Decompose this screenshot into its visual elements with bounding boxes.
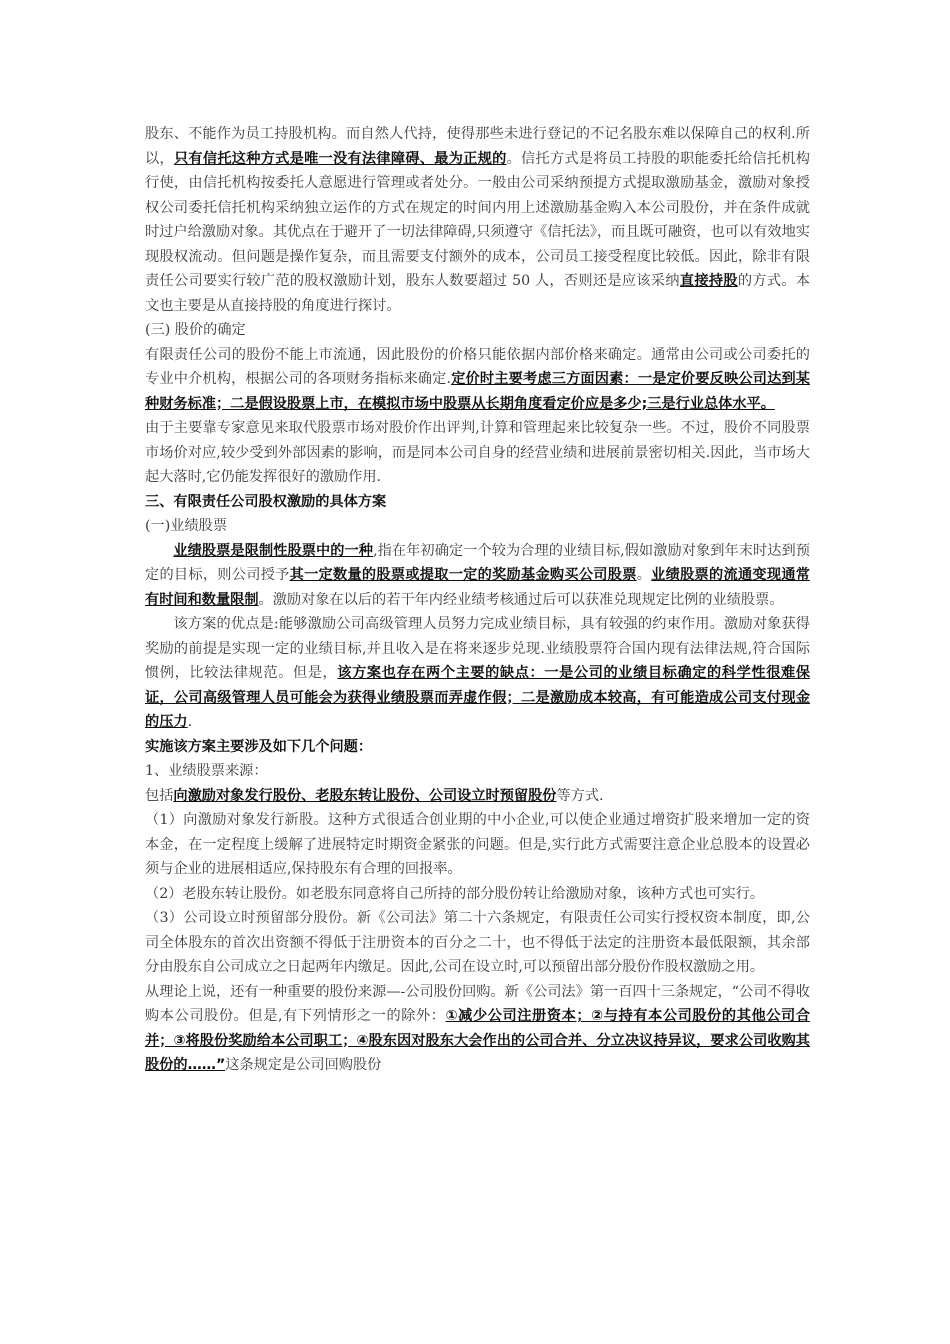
text: 这条规定是公司回购股份	[225, 1057, 382, 1073]
highlight-text: ①减少公司注册资本；②与持有本公司股份的其他公司合并；③将股份奖励给本公司职工；④股东因对股东大会作出的公司合并、分立决议持异议，要求公司收购其股份的……”	[145, 1008, 810, 1073]
text: 从理论上说，还有一种重要的股份来源—-公司股份回购。新《公司法》第一百四十三条规定，“公司不得收购本公司股份。但是,有下列情形之一的除外：	[145, 983, 810, 1024]
highlight-text: 业绩股票是限制性股票中的一种	[173, 542, 374, 559]
list-heading-source: 1、业绩股票来源：	[145, 763, 268, 779]
text: 包括	[145, 787, 174, 804]
list-item-2: （2）老股东转让股份。如老股东同意将自己所持的部分股份转让给激励对象，该种方式也可实行。	[145, 885, 765, 902]
text: 。信托方式是将员工持股的职能委托给信托机构行使，由信托机构按委托人意愿进行管理或者处分。一般由公司采纳预提方式提取激励基金，激励对象授权公司委托信托机构采纳独立运作的方式在规定的时间内用上述激励基金购入本公司股份，并在条件成就时过户给激励对象。其优点在于避开了一切法律障碍,只须遵守《信托法》，而且既可融资，也可以有效地实现股权流动。但问题是操作复杂，而且需要支付额外的成本，公司员工接受程度比较低。因此，除非有限责任公司要实行较广范的股权激励计划，股东人数要超过 50 人，否则还是应该采纳	[145, 150, 810, 289]
paragraph-performance-stock	[145, 539, 810, 613]
text: ,指在年初确定一个较为合理的业绩目标,假如激励对象到年末时达到预定的目标，则公司授予	[145, 542, 810, 583]
text: 。	[636, 567, 652, 583]
text: 等方式.	[556, 787, 604, 804]
paragraph-price-2: 由于主要靠专家意见来取代股票市场对股价作出评判,计算和管理起来比较复杂一些。不过，股价不同股票市场价对应,较少受到外部因素的影响，而是同本公司自身的经营业绩和进展前景密切相关.因此，当市场大起大落时,它仍能发挥很好的激励作用.	[145, 420, 810, 485]
implementation-heading: 实施该方案主要涉及如下几个问题：	[145, 738, 373, 755]
section-heading: 三、有限责任公司股权激励的具体方案	[145, 493, 387, 510]
highlight-text: 只有信托这种方式是唯一没有法律障碍、最为正规的	[173, 150, 507, 167]
paragraph-pros-cons	[145, 612, 810, 735]
paragraph-buyback	[145, 980, 810, 1078]
list-item-3: （3）公司设立时预留部分股份。新《公司法》第二十六条规定，有限责任公司实行授权资本制度，即,公司全体股东的首次出资额不得低于注册资本的百分之二十，也不得低于法定的注册资本最低限额，其余部分由股东自公司成立之日起两年内缴足。因此,公司在设立时,可以预留出部分股份作股权激励之用。	[145, 910, 810, 975]
highlight-text: 定价时主要考虑三方面因素：一是定价要反映公司达到某种财务标准；二是假设股票上市，在模拟市场中股票从长期角度看定价应是多少;三是行业总体水平。	[145, 371, 810, 412]
list-item-1: （1）向激励对象发行新股。这种方式很适合创业期的中小企业,可以使企业通过增资扩股来增加一定的资本金，在一定程度上缓解了进展特定时期资金紧张的问题。但是,实行此方式需要注意企业总股本的设置必须与企业的进展相适应,保持股东有合理的回报率。	[145, 812, 810, 877]
highlight-text: 业绩股票的流通变现通常有时间和数量限制	[145, 567, 810, 608]
paragraph-price	[145, 343, 810, 417]
highlight-text: 直接持股	[679, 273, 738, 289]
highlight-text: 其一定数量的股票或提取一定的奖励基金购买公司股票	[289, 567, 637, 583]
text: 股东、不能作为员工持股机构。而自然人代持，使得那些未进行登记的不记名股东难以保障自己的权利.所以，	[145, 126, 810, 167]
text: .	[187, 714, 193, 730]
subheading-performance-stock: (一)业绩股票	[145, 518, 228, 534]
highlight-text: 向激励对象发行股份、老股东转让股份、公司设立时预留股份	[173, 787, 557, 804]
text: 。激励对象在以后的若干年内经业绩考核通过后可以获准兑现规定比例的业绩股票。	[258, 591, 784, 608]
text: 的方式。本文也主要是从直接持股的角度进行探讨。	[145, 273, 810, 314]
paragraph-trust	[145, 122, 810, 318]
document-page	[145, 122, 810, 1078]
paragraph-sources	[145, 784, 810, 809]
text: 有限责任公司的股份不能上市流通，因此股份的价格只能依据内部价格来确定。通常由公司或公司委托的专业中介机构，根据公司的各项财务指标来确定.	[145, 346, 810, 387]
text: 该方案的优点是:能够激励公司高级管理人员努力完成业绩目标，具有较强的约束作用。激励对象获得奖励的前提是实现一定的业绩目标,并且收入是在将来逐步兑现.业绩股票符合国内现有法律法规,符合国际惯例，比较法律规范。但是，	[145, 616, 810, 681]
highlight-text: 该方案也存在两个主要的缺点：一是公司的业绩目标确定的科学性很难保证，公司高级管理人员可能会为获得业绩股票而弄虚作假；二是激励成本较高，有可能造成公司支付现金的压力	[145, 665, 810, 730]
subheading-price: (三) 股价的确定	[145, 322, 246, 338]
